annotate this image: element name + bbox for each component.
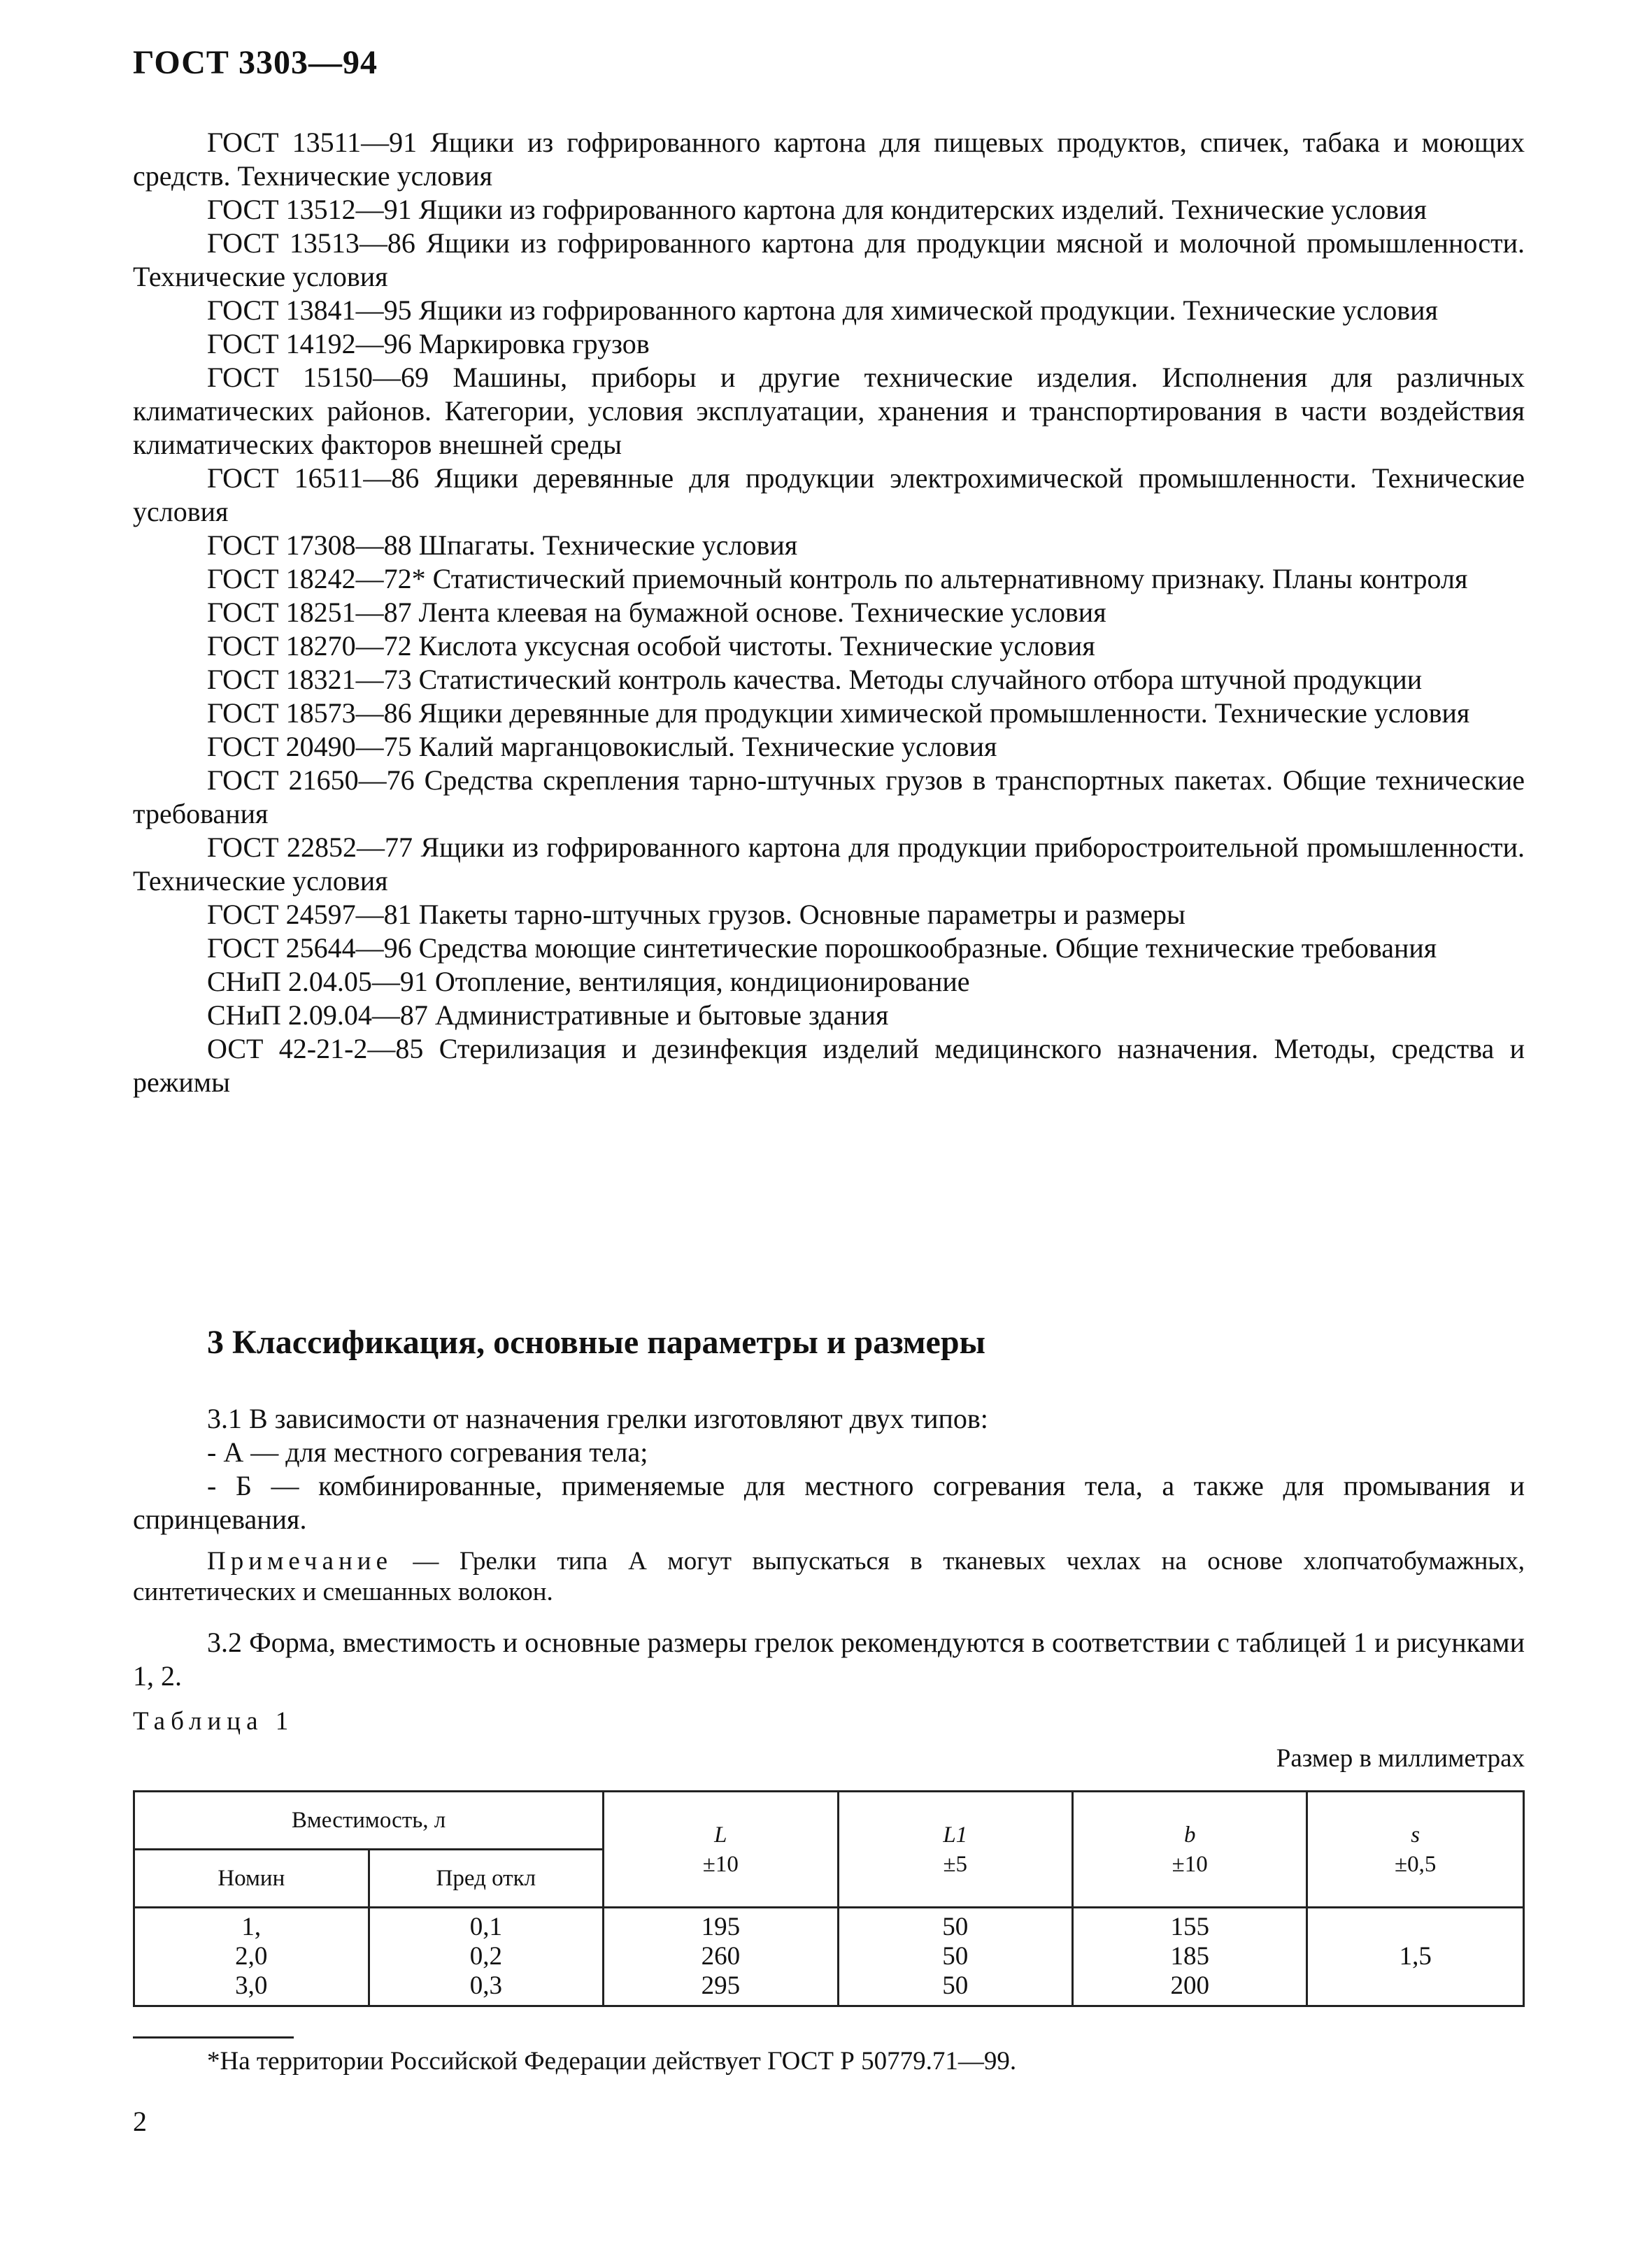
b-header: b ±10 [1072, 1792, 1306, 1908]
s-header: s ±0,5 [1307, 1792, 1524, 1908]
L1-cell: 50 50 50 [838, 1908, 1072, 2006]
table-units: Размер в миллиметрах [1276, 1744, 1525, 1773]
reference-item: ГОСТ 18573—86 Ящики деревянные для продукции химической промышленности. Технические условия [207, 697, 1470, 729]
reference-item: ГОСТ 22852—77 Ящики из гофрированного картона для продукции приборостроительной промышленности. Технические условия [133, 831, 1525, 897]
nominal-cell: 1, 2,0 3,0 [134, 1908, 369, 2006]
normative-references-list [133, 126, 1525, 1099]
reference-item: ГОСТ 13513—86 Ящики из гофрированного картона для продукции мясной и молочной промышленности. Технические условия [133, 227, 1525, 292]
deviation-cell: 0,1 0,2 0,3 [369, 1908, 604, 2006]
reference-item: ГОСТ 15150—69 Машины, приборы и другие технические изделия. Исполнения для различных климатических районов. Категории, условия эксплуатации, хранения и транспортирования в части воздействия климатических факторов внешней среды [133, 362, 1525, 460]
type-b-item: - Б — комбинированные, применяемые для местного согревания тела, а также для промывания и спринцевания. [133, 1470, 1525, 1535]
table-caption: Таблица 1 [133, 1707, 294, 1736]
reference-item: ГОСТ 25644—96 Средства моющие синтетические порошкообразные. Общие технические требования [207, 932, 1437, 964]
dimensions-table [133, 1790, 1525, 2007]
L-cell: 195 260 295 [604, 1908, 838, 2006]
section-body [133, 1402, 1525, 1693]
footnote: *На территории Российской Федерации действует ГОСТ Р 50779.71—99. [207, 2047, 1017, 2076]
reference-item: ГОСТ 13511—91 Ящики из гофрированного картона для пищевых продуктов, спичек, табака и моющих средств. Технические условия [133, 127, 1525, 192]
paragraph-3-2: 3.2 Форма, вместимость и основные размеры грелок рекомендуются в соответствии с таблицей 1 и рисунками 1, 2. [133, 1627, 1525, 1692]
reference-item: ГОСТ 14192—96 Маркировка грузов [207, 328, 650, 359]
type-a-item: - А — для местного согревания тела; [207, 1436, 648, 1468]
note-text: — Грелки типа А могут выпускаться в тканевых чехлах на основе хлопчатобумажных, синтетических и смешанных волокон. [133, 1547, 1525, 1606]
b-cell: 155 185 200 [1072, 1908, 1306, 2006]
reference-item: ГОСТ 18270—72 Кислота уксусная особой чистоты. Технические условия [207, 630, 1095, 662]
nominal-header: Номин [134, 1850, 369, 1908]
note [133, 1546, 1525, 1608]
section-heading: 3 Классификация, основные параметры и размеры [207, 1324, 986, 1361]
reference-item: ОСТ 42-21-2—85 Стерилизация и дезинфекция изделий медицинского назначения. Методы, средства и режимы [133, 1033, 1525, 1098]
capacity-header: Вместимость, л [134, 1792, 604, 1850]
paragraph-3-1: 3.1 В зависимости от назначения грелки изготовляют двух типов: [207, 1403, 988, 1434]
reference-item: ГОСТ 13512—91 Ящики из гофрированного картона для кондитерских изделий. Технические условия [207, 194, 1427, 225]
reference-item: ГОСТ 18242—72* Статистический приемочный контроль по альтернативному признаку. Планы контроля [207, 563, 1468, 594]
reference-item: ГОСТ 24597—81 Пакеты тарно-штучных грузов. Основные параметры и размеры [207, 899, 1185, 930]
reference-item: ГОСТ 18321—73 Статистический контроль качества. Методы случайного отбора штучной продукции [207, 664, 1423, 695]
reference-item: ГОСТ 20490—75 Калий марганцовокислый. Технические условия [207, 731, 997, 762]
L1-header: L1 ±5 [838, 1792, 1072, 1908]
reference-item: ГОСТ 17308—88 Шпагаты. Технические условия [207, 529, 798, 561]
reference-item: ГОСТ 16511—86 Ящики деревянные для продукции электрохимической промышленности. Технические условия [133, 462, 1525, 527]
document-code-header: ГОСТ 3303—94 [133, 44, 378, 81]
reference-item: СНиП 2.04.05—91 Отопление, вентиляция, кондиционирование [207, 966, 970, 997]
footnote-divider [133, 2036, 294, 2039]
page-number: 2 [133, 2106, 147, 2137]
reference-item: ГОСТ 13841—95 Ящики из гофрированного картона для химической продукции. Технические условия [207, 294, 1438, 326]
L-header: L ±10 [604, 1792, 838, 1908]
reference-item: СНиП 2.09.04—87 Административные и бытовые здания [207, 999, 889, 1031]
deviation-header: Пред откл [369, 1850, 604, 1908]
note-label: Примечание [207, 1547, 392, 1576]
table-row [134, 1908, 1524, 2006]
reference-item: ГОСТ 18251—87 Лента клеевая на бумажной основе. Технические условия [207, 597, 1106, 628]
s-cell: 1,5 [1307, 1908, 1524, 2006]
reference-item: ГОСТ 21650—76 Средства скрепления тарно-штучных грузов в транспортных пакетах. Общие технические требования [133, 764, 1525, 829]
